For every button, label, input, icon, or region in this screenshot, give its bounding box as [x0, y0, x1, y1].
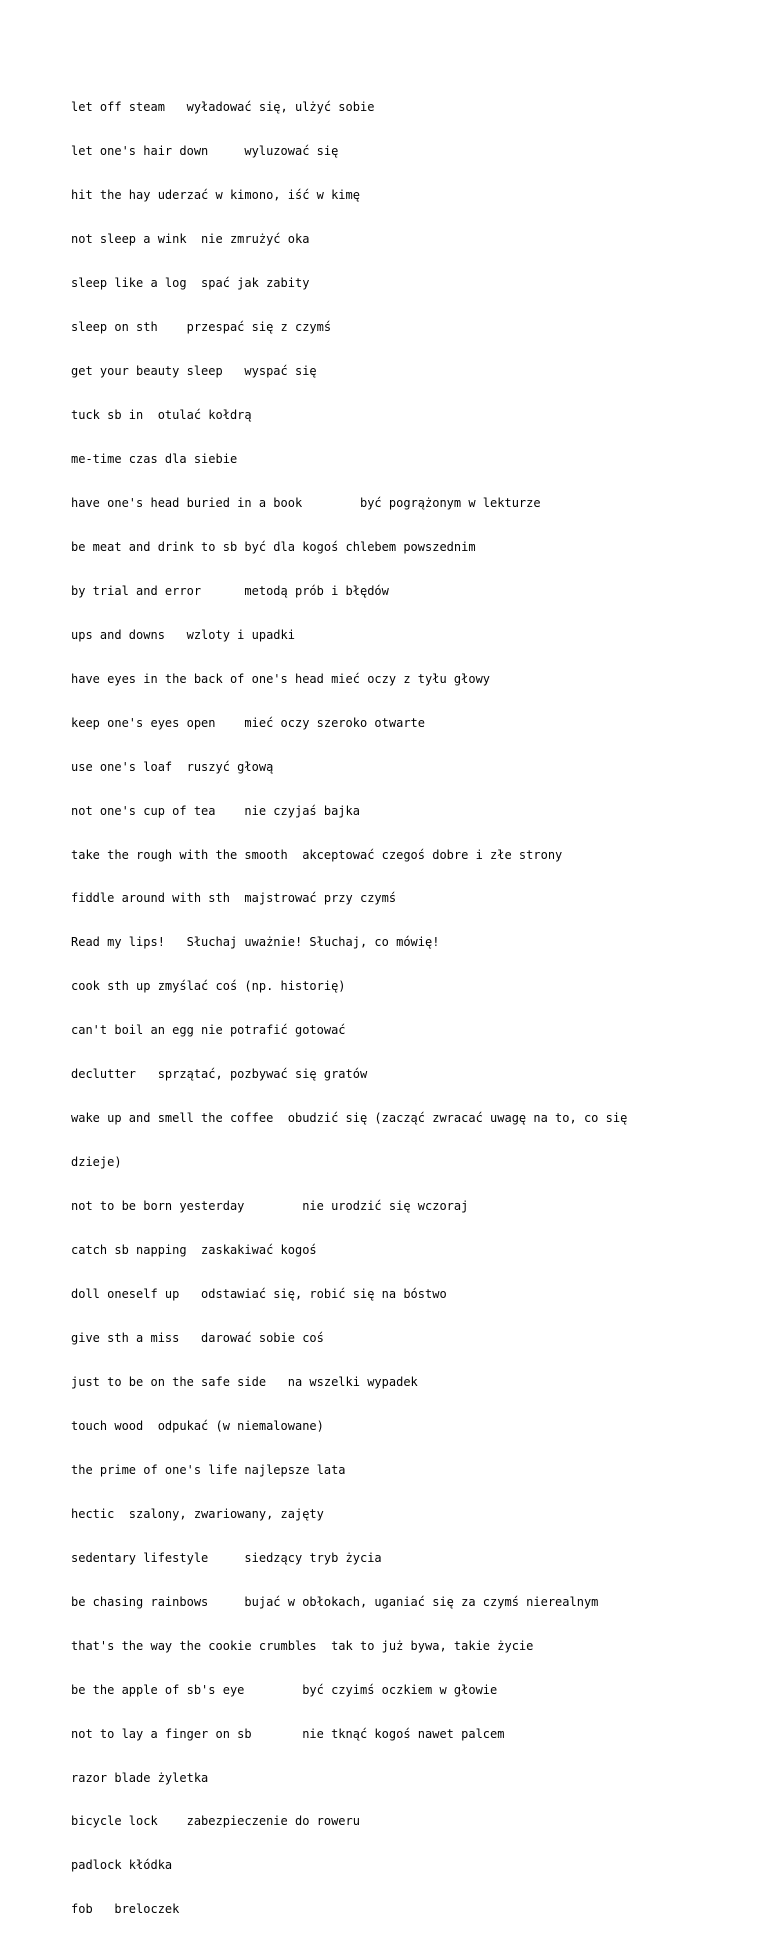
text-line: sleep on sth przespać się z czymś [71, 320, 332, 335]
text-line: touch wood odpukać (w niemalowane) [71, 1418, 324, 1433]
text-line: declutter sprzątać, pozbywać się gratów [71, 1067, 368, 1082]
text-line: ups and downs wzloty i upadki [71, 627, 295, 642]
text-line: the prime of one's life najlepsze lata [71, 1462, 346, 1477]
text-line: not sleep a wink nie zmrużyć oka [71, 232, 310, 247]
text-line: take the rough with the smooth akceptować czegoś dobre i złe strony [71, 847, 563, 862]
text-line: me-time czas dla siebie [71, 451, 238, 466]
text-line: keep one's eyes open mieć oczy szeroko otwarte [71, 715, 426, 730]
text-line: cook sth up zmyślać coś (np. historię) [71, 979, 346, 994]
text-line: that's the way the cookie crumbles tak to już bywa, takie życie [71, 1638, 534, 1653]
text-line: be chasing rainbows bujać w obłokach, uganiać się za czymś nierealnym [71, 1594, 599, 1609]
text-line: catch sb napping zaskakiwać kogoś [71, 1243, 317, 1258]
text-line: give sth a miss darować sobie coś [71, 1331, 324, 1345]
text-line: not one's cup of tea nie czyjaś bajka [71, 803, 360, 818]
text-line: dzieje) [71, 1155, 122, 1170]
text-line: be the apple of sb's eye być czyimś oczkiem w głowie [71, 1682, 498, 1697]
text-line: tuck sb in otulać kołdrą [71, 407, 252, 422]
text-line: Read my lips! Słuchaj uważnie! Słuchaj, co mówię! [71, 935, 440, 950]
text-line: have one's head buried in a book być pogrążonym w lekturze [71, 495, 541, 510]
text-line: sleep like a log spać jak zabity [71, 276, 310, 291]
text-line: let one's hair down wyluzować się [71, 144, 339, 159]
text-line: not to lay a finger on sb nie tknąć kogoś nawet palcem [71, 1726, 505, 1741]
text-line: hectic szalony, zwariowany, zajęty [71, 1506, 324, 1521]
text-line: just to be on the safe side na wszelki wypadek [71, 1374, 418, 1389]
text-line: by trial and error metodą prób i błędów [71, 583, 389, 598]
text-line: sedentary lifestyle siedzący tryb życia [71, 1550, 382, 1565]
text-body [71, 71, 671, 1946]
text-line: not to be born yesterday nie urodzić się wczoraj [71, 1199, 469, 1214]
text-line: doll oneself up odstawiać się, robić się na bóstwo [71, 1287, 447, 1302]
text-line: use one's loaf ruszyć głową [71, 759, 274, 774]
text-line: can't boil an egg nie potrafić gotować [71, 1023, 346, 1038]
text-line: be meat and drink to sb być dla kogoś chlebem powszednim [71, 539, 476, 554]
text-line: let off steam wyładować się, ulżyć sobie [71, 100, 375, 115]
text-line: bicycle lock zabezpieczenie do roweru [71, 1814, 360, 1829]
text-line: razor blade żyletka [71, 1770, 209, 1785]
text-line: get your beauty sleep wyspać się [71, 364, 317, 379]
text-line: hit the hay uderzać w kimono, iść w kimę [71, 188, 360, 203]
text-line: have eyes in the back of one's head mieć oczy z tyłu głowy [71, 671, 491, 686]
text-line: wake up and smell the coffee obudzić się (zacząć zwracać uwagę na to, co się [71, 1111, 628, 1126]
text-line: fiddle around with sth majstrować przy czymś [71, 891, 397, 906]
text-line: fob breloczek [71, 1902, 180, 1917]
text-line: padlock kłódka [71, 1858, 173, 1873]
